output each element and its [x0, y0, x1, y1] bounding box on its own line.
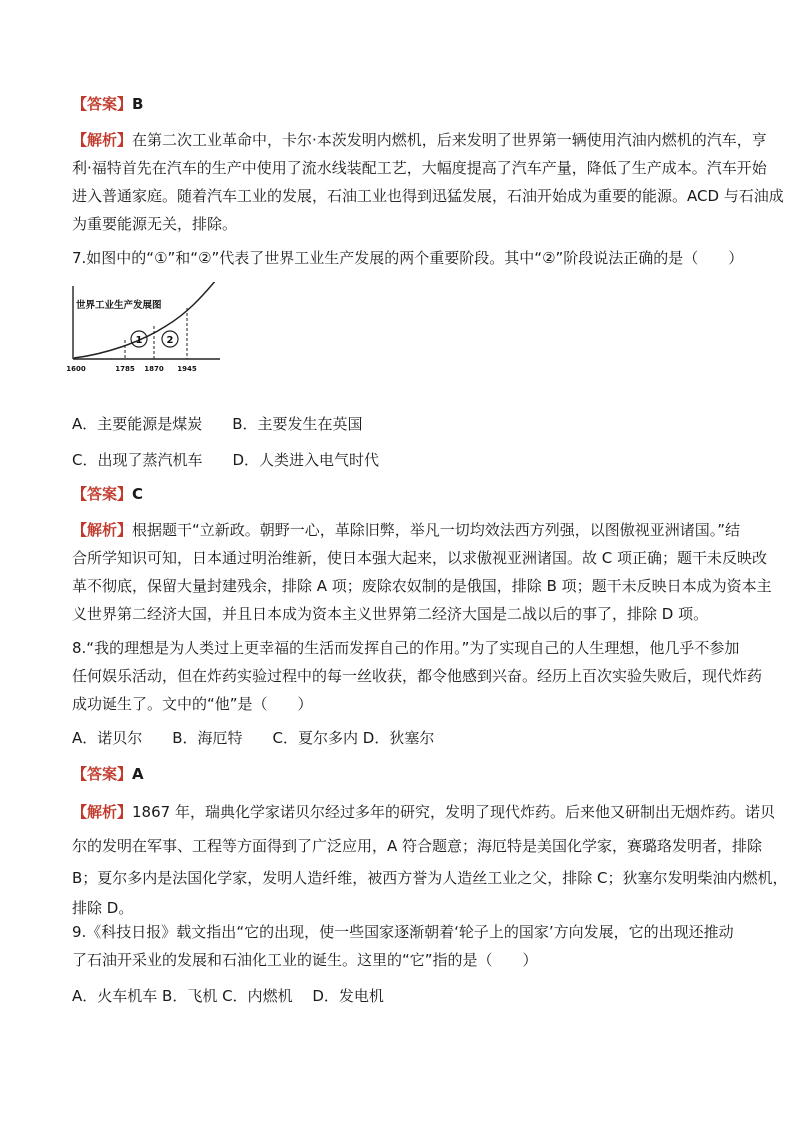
q9-question-line-1: 9.《科技日报》载文指出“它的出现，使一些国家逐渐朝着‘轮子上的国家’方向发展，它的出现还推动	[72, 923, 734, 941]
q8-analysis-line-4: 排除 D。	[72, 899, 134, 917]
q8-answer	[72, 764, 732, 784]
q8-question-line-2: 任何娱乐活动，但在炸药实验过程中的每一丝收获，都令他感到兴奋。经历上百次实验失败后，现代炸药	[72, 667, 763, 685]
q7-options-1: A．主要能源是煤炭 B．主要发生在英国	[72, 415, 363, 433]
answer-label: 【答案】	[72, 485, 133, 503]
q6-analysis-line-4: 为重要能源无关，排除。	[72, 215, 238, 233]
q7-analysis-line-2: 合所学知识可知，日本通过明治维新，使日本强大起来，以求傲视亚洲诸国。故 C 项正确；题干未反映改	[72, 549, 768, 567]
q8-options: A．诺贝尔 B．海厄特 C．夏尔多内 D．狄塞尔	[72, 729, 435, 747]
q7-analysis-line-3: 革不彻底，保留大量封建残余，排除 A 项；废除农奴制的是俄国，排除 B 项；题干未反映日本成为资本主	[72, 577, 772, 595]
q7-options-2: C．出现了蒸汽机车 D．人类进入电气时代	[72, 451, 380, 469]
growth-curve	[74, 282, 216, 358]
q7-analysis-line-4: 义世界第二经济大国，并且日本成为资本主义世界第二经济大国是二战以后的事了，排除 D 项。	[72, 605, 709, 623]
tick-1600: 1600	[66, 365, 86, 373]
q7-analysis-line-1	[72, 520, 741, 540]
q9-options: A．火车机车 B．飞机 C．内燃机 D．发电机	[72, 987, 384, 1005]
analysis-text: 在第二次工业革命中，卡尔·本茨发明内燃机，后来发明了世界第一辆使用汽油内燃机的汽车，亨	[132, 131, 767, 149]
answer-label: 【答案】	[72, 95, 133, 113]
stage-1-label: 1	[135, 335, 143, 346]
industrial-development-chart	[66, 282, 226, 374]
q6-analysis-line-3: 进入普通家庭。随着汽车工业的发展，石油工业也得到迅猛发展，石油开始成为重要的能源。ACD 与石油成	[72, 187, 784, 205]
tick-1945: 1945	[177, 365, 197, 373]
q8-analysis-line-3: B；夏尔多内是法国化学家，发明人造纤维，被西方誉为人造丝工业之父，排除 C；狄塞尔发明柴油内燃机，	[72, 869, 788, 887]
answer-value: B	[132, 95, 144, 113]
q6-analysis-line-1	[72, 130, 767, 150]
tick-1785: 1785	[115, 365, 135, 373]
analysis-text: 根据题干“立新政。朝野一心，革除旧弊，举凡一切均效法西方列强，以图傲视亚洲诸国。”结	[132, 521, 741, 539]
stage-2-label: 2	[166, 335, 174, 346]
analysis-label: 【解析】	[72, 803, 133, 821]
answer-value: A	[132, 765, 144, 783]
q7-question: 7.如图中的“①”和“②”代表了世界工业生产发展的两个重要阶段。其中“②”阶段说法正确的是（ ）	[72, 249, 744, 267]
q8-analysis-line-2: 尔的发明在军事、工程等方面得到了广泛应用，A 符合题意；海厄特是美国化学家，赛璐珞发明者，排除	[72, 837, 763, 855]
q6-analysis-line-2: 利·福特首先在汽车的生产中使用了流水线装配工艺，大幅度提高了汽车产量，降低了生产成本。汽车开始	[72, 159, 767, 177]
analysis-text: 1867 年，瑞典化学家诺贝尔经过多年的研究，发明了现代炸药。后来他又研制出无烟炸药。诺贝	[132, 803, 775, 821]
q8-question-line-3: 成功诞生了。文中的“他”是（ ）	[72, 695, 313, 713]
q8-analysis-line-1	[72, 802, 775, 822]
analysis-label: 【解析】	[72, 131, 133, 149]
answer-label: 【答案】	[72, 765, 133, 783]
q7-answer	[72, 484, 732, 504]
analysis-label: 【解析】	[72, 521, 133, 539]
answer-value: C	[132, 485, 144, 503]
q9-question-line-2: 了石油开采业的发展和石油化工业的诞生。这里的“它”指的是（ ）	[72, 951, 538, 969]
q6-answer	[72, 94, 732, 114]
q8-question-line-1: 8.“我的理想是为人类过上更幸福的生活而发挥自己的作用。”为了实现自己的人生理想，他几乎不参加	[72, 639, 740, 657]
tick-1870: 1870	[144, 365, 164, 373]
chart-title: 世界工业生产发展图	[76, 300, 162, 311]
